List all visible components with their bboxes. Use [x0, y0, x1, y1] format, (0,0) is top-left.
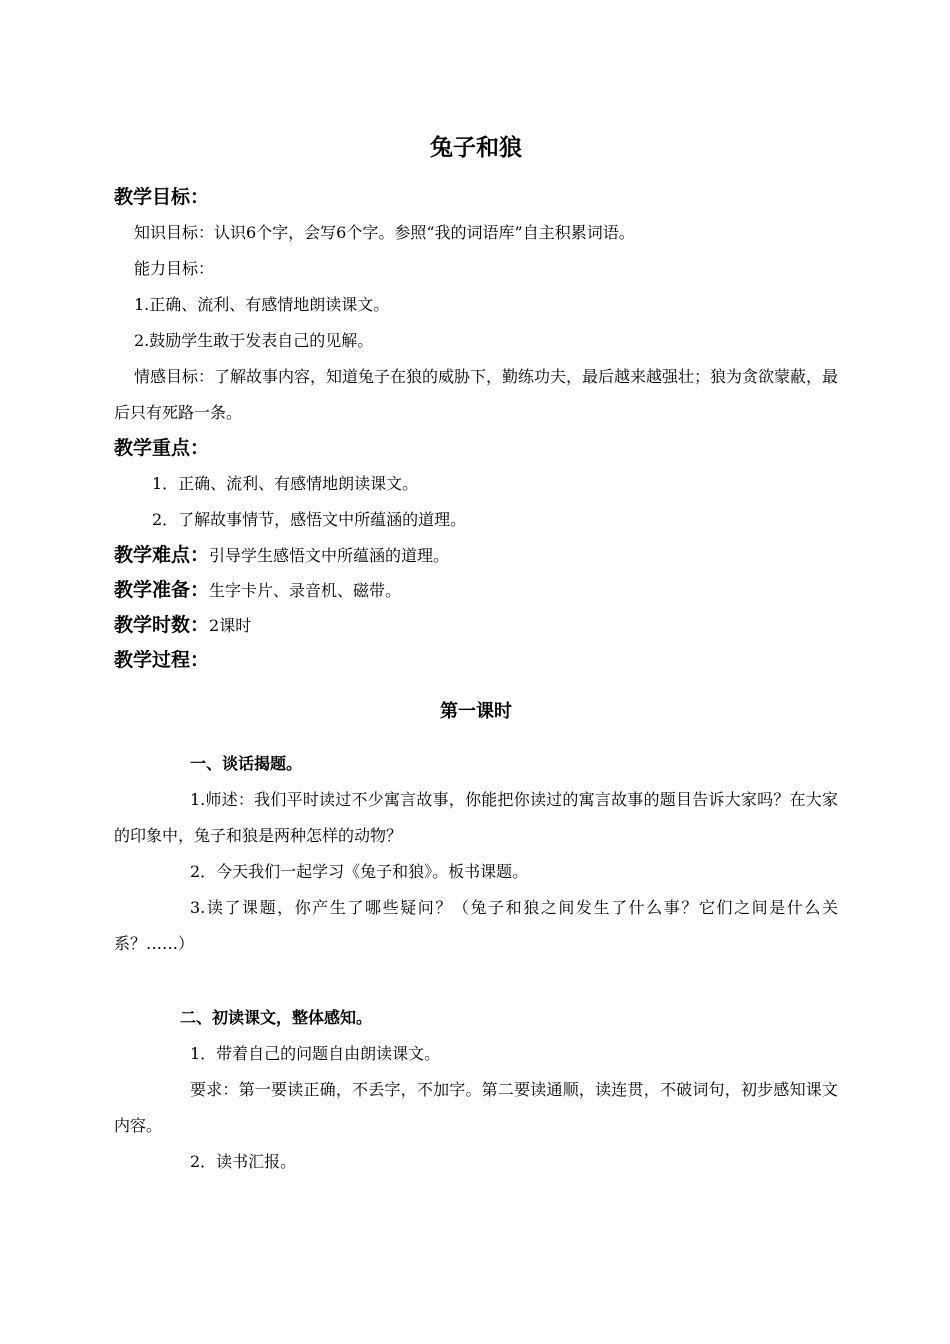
lesson-section-2 — [114, 1000, 838, 1180]
difficulty-line — [114, 538, 838, 573]
hours-value: 2课时 — [209, 616, 252, 635]
section-item: 2．读书汇报。 — [190, 1152, 297, 1171]
section-item: 要求：第一要读正确，不丢字，不加字。第二要读通顺，读连贯，不破词句，初步感知课文内容。 — [114, 1080, 838, 1135]
section-heading: 一、谈话揭题。 — [190, 754, 303, 773]
section-item: 1.师述：我们平时读过不少寓言故事，你能把你读过的寓言故事的题目告诉大家吗？在大家的印象中，兔子和狼是两种怎样的动物？ — [114, 790, 838, 845]
lesson-section-1 — [114, 746, 838, 962]
key-point-item: 2．了解故事情节，感悟文中所蕴涵的道理。 — [152, 510, 467, 529]
difficulty-value: 引导学生感悟文中所蕴涵的道理。 — [209, 546, 450, 565]
section-item: 2．今天我们一起学习《兔子和狼》。板书课题。 — [190, 862, 529, 881]
key-points-section — [114, 431, 838, 538]
ability-objective-item: 2.鼓励学生敢于发表自己的见解。 — [134, 331, 374, 350]
knowledge-objective: 知识目标：认识6个字，会写6个字。参照“我的词语库”自主积累词语。 — [134, 223, 635, 242]
hours-heading: 教学时数： — [114, 614, 210, 636]
document-title: 兔子和狼 — [430, 135, 522, 161]
section-item: 3.读了课题，你产生了哪些疑问？（兔子和狼之间发生了什么事？它们之间是什么关系？……） — [114, 898, 838, 953]
hours-line — [114, 608, 838, 643]
section-heading: 二、初读课文，整体感知。 — [180, 1008, 373, 1027]
ability-objective-label: 能力目标： — [134, 259, 215, 278]
process-heading: 教学过程： — [114, 649, 210, 671]
emotion-objective: 情感目标：了解故事内容，知道兔子在狼的威胁下，勤练功夫，最后越来越强壮；狼为贪欲蒙蔽，最后只有死路一条。 — [114, 367, 839, 422]
ability-objective-item: 1.正确、流利、有感情地朗读课文。 — [134, 295, 390, 314]
preparation-value: 生字卡片、录音机、磁带。 — [209, 581, 402, 600]
key-point-item: 1．正确、流利、有感情地朗读课文。 — [152, 474, 419, 493]
section-item: 1．带着自己的问题自由朗读课文。 — [190, 1044, 441, 1063]
objectives-heading: 教学目标： — [114, 186, 210, 208]
objectives-section — [114, 180, 838, 431]
document-page — [114, 128, 838, 1180]
preparation-heading: 教学准备： — [114, 579, 210, 601]
lesson-title: 第一课时 — [440, 701, 512, 722]
difficulty-heading: 教学难点： — [114, 544, 210, 566]
preparation-line — [114, 573, 838, 608]
key-points-heading: 教学重点： — [114, 437, 210, 459]
